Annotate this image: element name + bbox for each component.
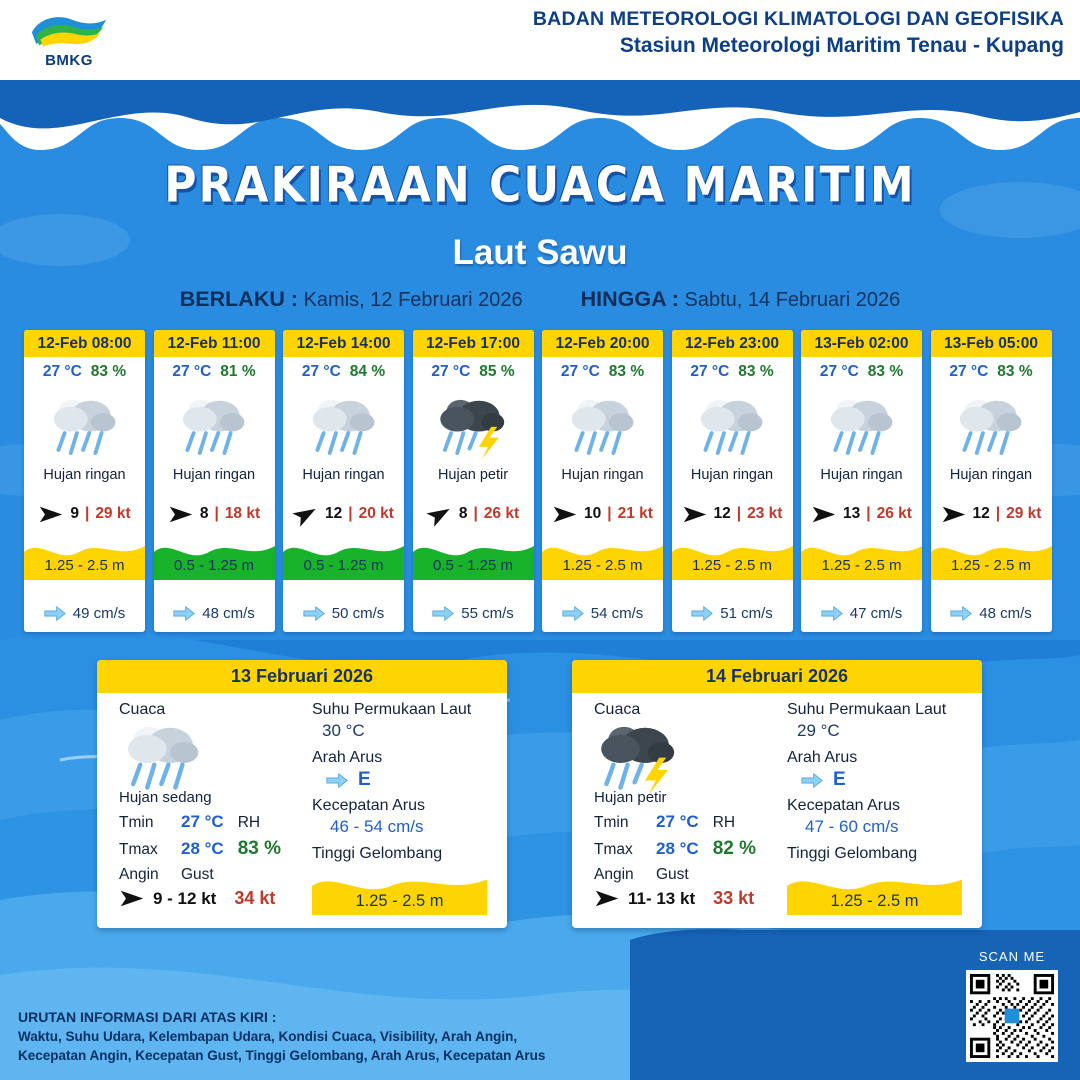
qr-block: [966, 949, 1058, 1062]
air-temperature: 27 °C: [690, 363, 730, 380]
wave-height-band: [154, 550, 275, 580]
weather-condition: Hujan ringan: [172, 467, 256, 483]
current-speed: 51 cm/s: [720, 605, 773, 622]
wind-direction-icon: [811, 505, 837, 524]
wave-height-band: [283, 550, 404, 580]
daily-weather-icon-slot: [594, 721, 784, 793]
wind-separator: |: [348, 505, 353, 523]
gust-label: Gust: [181, 866, 214, 883]
humidity: 83 %: [867, 363, 904, 380]
daily-date: 13 Februari 2026: [97, 660, 507, 693]
weather-icon-slot: [154, 383, 275, 469]
kecepatan-arus-label: Kecepatan Arus: [787, 797, 900, 814]
wind-gust: 20 kt: [358, 505, 394, 523]
legend-line-2: Waktu, Suhu Udara, Kelembapan Udara, Kondisi Cuaca, Visibility, Arah Angin,: [18, 1028, 518, 1044]
arus-row: [326, 769, 502, 791]
daily-wind-speed: 9 - 12 kt: [153, 888, 217, 908]
kecepatan-arus-label: Kecepatan Arus: [312, 797, 425, 814]
air-temperature: 27 °C: [431, 363, 471, 380]
hourly-forecast-card: [931, 330, 1052, 632]
bmkg-logo-icon: [26, 11, 112, 51]
humidity: 83 %: [608, 363, 645, 380]
wind-row: [24, 505, 145, 524]
kecepatan-arus-value: 47 - 60 cm/s: [805, 817, 899, 836]
weather-icon-slot: [24, 383, 145, 469]
daily-date: 14 Februari 2026: [572, 660, 982, 693]
rain-icon: [175, 393, 252, 459]
wave-height: 0.5 - 1.25 m: [432, 556, 514, 574]
rh-value: 82 %: [712, 838, 757, 859]
wave-height: 0.5 - 1.25 m: [173, 556, 255, 574]
current-row: [24, 605, 145, 622]
current-row: [672, 605, 793, 622]
current-direction-icon: [562, 605, 584, 622]
tmax-row: [594, 838, 784, 860]
valid-until-label: HINGGA :: [580, 287, 679, 311]
current-direction-icon: [950, 605, 972, 622]
rain-icon: [693, 393, 770, 459]
hourly-forecast-card: [542, 330, 663, 632]
tinggi-gelombang-label: Tinggi Gelombang: [312, 845, 443, 862]
angin-label: Angin: [119, 866, 159, 883]
weather-icon-slot: [931, 383, 1052, 469]
wave-height-band: [672, 550, 793, 580]
daily-left-column: [594, 701, 784, 909]
daily-forecast-card: [97, 660, 507, 928]
rain-icon: [305, 393, 382, 459]
cuaca-label: Cuaca: [119, 701, 166, 718]
tmax-label: Tmax: [594, 841, 633, 858]
arus-row: [801, 769, 977, 791]
wind-separator: |: [473, 505, 478, 523]
wind-row: [801, 505, 922, 524]
air-temperature: 27 °C: [42, 363, 82, 380]
wind-speed: 12: [325, 505, 343, 523]
current-row: [931, 605, 1052, 622]
rh-label: RH: [712, 814, 736, 831]
current-row: [413, 605, 534, 622]
daily-wind-row: [594, 888, 784, 909]
temp-humidity-row: [931, 357, 1052, 383]
wind-direction-icon: [168, 505, 194, 524]
daily-wave-graphic: [787, 867, 962, 915]
current-row: [801, 605, 922, 622]
rh-label: RH: [237, 814, 261, 831]
hourly-forecast-card: [801, 330, 922, 632]
wave-height: 1.25 - 2.5 m: [691, 556, 773, 574]
humidity: 83 %: [90, 363, 127, 380]
sst-value: 29 °C: [797, 721, 840, 740]
forecast-time: 12-Feb 14:00: [283, 330, 404, 357]
daily-forecast-card: [572, 660, 982, 928]
scan-me-label: SCAN ME: [978, 949, 1046, 964]
wind-gust: 21 kt: [617, 505, 653, 523]
air-temperature: 27 °C: [560, 363, 600, 380]
rh-value: 83 %: [237, 838, 282, 859]
wind-speed: 8: [458, 505, 468, 523]
weather-condition: Hujan ringan: [302, 467, 385, 483]
angin-row: [119, 866, 309, 884]
page-title: PRAKIRAAN CUACA MARITIM: [164, 156, 916, 215]
angin-label: Angin: [594, 866, 634, 883]
air-temperature: 27 °C: [819, 363, 859, 380]
thunderstorm-icon: [594, 719, 682, 795]
wind-separator: |: [866, 505, 871, 523]
tmin-row: [119, 812, 309, 832]
daily-right-column: [312, 701, 502, 915]
forecast-time: 13-Feb 05:00: [931, 330, 1052, 357]
wind-direction-icon: [594, 889, 620, 908]
tmin-label: Tmin: [119, 814, 154, 831]
arus-direction: E: [358, 769, 371, 790]
tinggi-gelombang-label: Tinggi Gelombang: [787, 845, 918, 862]
temp-humidity-row: [801, 357, 922, 383]
daily-condition: Hujan sedang: [119, 789, 212, 806]
forecast-time: 12-Feb 08:00: [24, 330, 145, 357]
weather-condition: Hujan ringan: [561, 467, 644, 483]
sst-value: 30 °C: [322, 721, 365, 740]
wind-direction-icon: [682, 505, 708, 524]
wind-row: [931, 505, 1052, 524]
temp-humidity-row: [542, 357, 663, 383]
wind-speed: 13: [843, 505, 861, 523]
current-speed: 48 cm/s: [979, 605, 1032, 622]
arus-label: Arah Arus: [312, 749, 383, 766]
wind-direction-icon: [38, 505, 64, 524]
daily-wind-row: [119, 888, 309, 909]
tmin-label: Tmin: [594, 814, 629, 831]
daily-left-column: [119, 701, 309, 909]
wind-gust: 26 kt: [483, 505, 520, 523]
wind-separator: |: [607, 505, 612, 523]
forecast-time: 12-Feb 20:00: [542, 330, 663, 357]
arus-direction: E: [833, 769, 846, 790]
wave-height-band: [542, 550, 663, 580]
weather-icon-slot: [283, 383, 404, 469]
daily-wind-speed: 11- 13 kt: [628, 888, 696, 908]
weather-icon-slot: [542, 383, 663, 469]
air-temperature: 27 °C: [172, 363, 212, 380]
forecast-time: 12-Feb 17:00: [413, 330, 534, 357]
hourly-forecast-list: [24, 330, 1056, 632]
forecast-time: 12-Feb 23:00: [672, 330, 793, 357]
current-row: [542, 605, 663, 622]
valid-from: [180, 287, 523, 312]
wave-height-band: [24, 550, 145, 580]
forecast-time: 12-Feb 11:00: [154, 330, 275, 357]
weather-icon-slot: [413, 383, 534, 469]
tmax-value: 28 °C: [656, 839, 699, 858]
tmin-value: 27 °C: [656, 812, 699, 831]
wave-height: 1.25 - 2.5 m: [44, 556, 125, 574]
current-direction-icon: [303, 605, 325, 622]
wind-row: [283, 505, 404, 524]
validity-row: [0, 287, 1080, 312]
hourly-forecast-card: [413, 330, 534, 632]
current-speed: 50 cm/s: [331, 605, 385, 622]
wind-separator: |: [995, 505, 1001, 523]
temp-humidity-row: [154, 357, 275, 383]
weather-condition: Hujan ringan: [43, 467, 126, 483]
title-block: [0, 156, 1080, 312]
humidity: 83 %: [738, 363, 774, 380]
tmax-value: 28 °C: [181, 839, 224, 858]
wind-direction-icon: [424, 500, 456, 529]
wind-gust: 23 kt: [747, 505, 783, 523]
current-row: [283, 605, 404, 622]
sst-label: Suhu Permukaan Laut: [312, 701, 472, 718]
current-direction-icon: [44, 605, 66, 622]
temp-humidity-row: [24, 357, 145, 383]
daily-weather-icon-slot: [119, 721, 309, 793]
legend-line-3: Kecepatan Angin, Kecepatan Gust, Tinggi Gelombang, Arah Arus, Kecepatan Arus: [18, 1048, 546, 1064]
daily-gust: 34 kt: [234, 888, 276, 908]
forecast-time: 13-Feb 02:00: [801, 330, 922, 357]
thunderstorm-icon: [434, 393, 511, 459]
weather-condition: Hujan petir: [437, 467, 509, 483]
wind-separator: |: [84, 505, 90, 523]
rain-icon: [564, 393, 641, 459]
wind-separator: |: [214, 505, 219, 523]
current-direction-icon: [173, 605, 195, 622]
current-direction-icon: [801, 772, 823, 789]
daily-body: [572, 693, 982, 923]
hourly-forecast-card: [24, 330, 145, 632]
weather-condition: Hujan ringan: [820, 467, 903, 483]
cuaca-label: Cuaca: [594, 701, 641, 718]
current-row: [154, 605, 275, 622]
wind-gust: 29 kt: [95, 505, 131, 523]
wind-direction-icon: [941, 505, 967, 524]
weather-condition: Hujan ringan: [690, 467, 774, 483]
humidity: 84 %: [349, 363, 386, 380]
hourly-forecast-card: [672, 330, 793, 632]
qr-code-icon: [970, 974, 1054, 1058]
current-direction-icon: [432, 605, 454, 622]
rain-icon: [46, 393, 123, 459]
weather-condition: Hujan ringan: [949, 467, 1033, 483]
wind-gust: 26 kt: [876, 505, 912, 523]
qr-code[interactable]: [966, 970, 1058, 1062]
arus-label: Arah Arus: [787, 749, 858, 766]
area-title: Laut Sawu: [452, 233, 628, 272]
rain-icon: [119, 719, 207, 795]
rain-icon: [823, 393, 900, 459]
current-speed: 49 cm/s: [72, 605, 126, 622]
agency-name: BADAN METEOROLOGI KLIMATOLOGI DAN GEOFISIKA: [532, 8, 1064, 30]
current-speed: 55 cm/s: [461, 605, 514, 622]
temp-humidity-row: [283, 357, 404, 383]
wind-speed: 12: [713, 505, 731, 523]
wave-height: 0.5 - 1.25 m: [303, 556, 384, 574]
tmin-row: [594, 812, 784, 832]
valid-until: [581, 287, 901, 312]
wave-height-band: [931, 550, 1052, 580]
current-direction-icon: [326, 772, 348, 789]
wave-height: 1.25 - 2.5 m: [821, 556, 902, 574]
wind-gust: 29 kt: [1006, 505, 1042, 523]
legend-title: URUTAN INFORMASI DARI ATAS KIRI :: [18, 1008, 277, 1025]
wind-direction-icon: [552, 505, 578, 524]
wind-separator: |: [736, 505, 742, 523]
daily-right-column: [787, 701, 977, 915]
temp-humidity-row: [413, 357, 534, 383]
wind-row: [542, 505, 663, 524]
logo-text: BMKG: [45, 52, 93, 69]
daily-wave-height: 1.25 - 2.5 m: [830, 892, 919, 910]
wave-height-band: [801, 550, 922, 580]
page-header: [0, 0, 1080, 80]
angin-row: [594, 866, 784, 884]
hourly-forecast-card: [154, 330, 275, 632]
rain-icon: [952, 393, 1029, 459]
daily-wave-height: 1.25 - 2.5 m: [355, 892, 444, 910]
wind-speed: 8: [199, 505, 209, 523]
wind-row: [672, 505, 793, 524]
humidity: 81 %: [220, 363, 256, 380]
wind-speed: 10: [584, 505, 602, 523]
current-direction-icon: [691, 605, 713, 622]
daily-gust: 33 kt: [713, 888, 755, 908]
wind-gust: 18 kt: [224, 505, 261, 523]
daily-body: [97, 693, 507, 923]
weather-icon-slot: [801, 383, 922, 469]
wave-height-band: [413, 550, 534, 580]
valid-until-value: Sabtu, 14 Februari 2026: [684, 289, 901, 311]
daily-condition: Hujan petir: [594, 789, 667, 806]
hourly-forecast-card: [283, 330, 404, 632]
wave-height: 1.25 - 2.5 m: [950, 556, 1032, 574]
wind-speed: 9: [70, 505, 79, 523]
wind-row: [154, 505, 275, 524]
temp-humidity-row: [672, 357, 793, 383]
current-speed: 54 cm/s: [590, 605, 644, 622]
kecepatan-arus-value: 46 - 54 cm/s: [330, 817, 424, 836]
bmkg-logo: [14, 6, 124, 74]
tmax-label: Tmax: [119, 841, 158, 858]
humidity: 83 %: [997, 363, 1033, 380]
humidity: 85 %: [479, 363, 515, 380]
tmax-row: [119, 838, 309, 860]
current-speed: 47 cm/s: [849, 605, 903, 622]
current-speed: 48 cm/s: [202, 605, 255, 622]
valid-from-label: BERLAKU :: [179, 287, 299, 311]
wind-row: [413, 505, 534, 524]
daily-wave-graphic: [312, 867, 487, 915]
tmin-value: 27 °C: [181, 812, 224, 831]
air-temperature: 27 °C: [949, 363, 989, 380]
wind-speed: 12: [972, 505, 990, 523]
gust-label: Gust: [656, 866, 689, 883]
air-temperature: 27 °C: [301, 363, 341, 380]
legend-note: [18, 1007, 628, 1066]
wind-direction-icon: [119, 889, 145, 908]
current-direction-icon: [821, 605, 843, 622]
station-name: Stasiun Meteorologi Maritim Tenau - Kupang: [619, 34, 1064, 57]
header-titles: [533, 8, 1064, 58]
weather-icon-slot: [672, 383, 793, 469]
wave-height: 1.25 - 2.5 m: [562, 556, 643, 574]
wind-direction-icon: [290, 500, 322, 529]
valid-from-value: Kamis, 12 Februari 2026: [303, 289, 523, 311]
sst-label: Suhu Permukaan Laut: [787, 701, 947, 718]
